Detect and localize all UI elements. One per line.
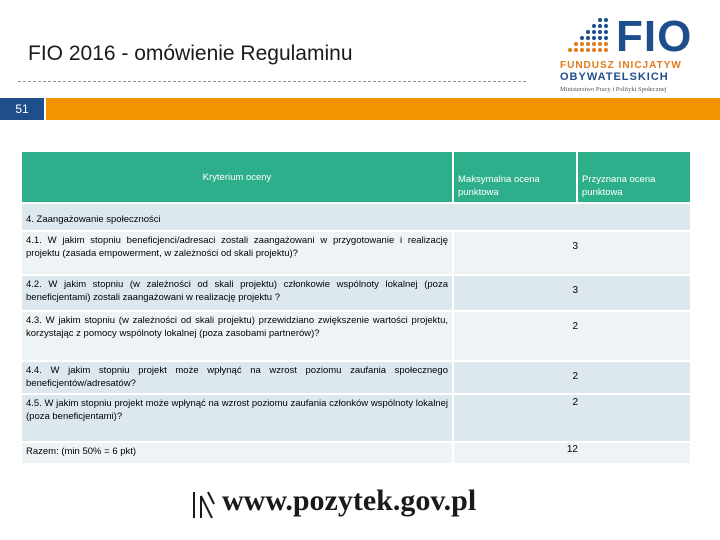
criterion-text: 4.1. W jakim stopniu beneficjenci/adresaci zostali zaangażowani w przygotowanie i realizację projektu (zasada empowerment, w zależności od skali projektu)? bbox=[21, 231, 453, 275]
fio-logo bbox=[556, 10, 706, 96]
footer-url[interactable]: www.pozytek.gov.pl bbox=[222, 484, 477, 517]
logo-line1: FUNDUSZ INICJATYW bbox=[560, 60, 682, 71]
table-row bbox=[21, 361, 691, 394]
total-max-score: 12 bbox=[453, 442, 691, 464]
slide-title: FIO 2016 - omówienie Regulaminu bbox=[28, 42, 353, 65]
max-score: 2 bbox=[453, 311, 691, 361]
max-score: 2 bbox=[453, 394, 691, 442]
accent-bar bbox=[46, 98, 720, 120]
max-score: 3 bbox=[453, 231, 691, 275]
criterion-text: 4.3. W jakim stopniu (w zależności od skali projektu) przewidziano zwiększenie wartości projektu, korzystając z pomocy wspólnoty lokalnej (poza zasobami partnerów)? bbox=[21, 311, 453, 361]
logo-dots-icon bbox=[560, 16, 614, 56]
criterion-text: 4.4. W jakim stopniu projekt może wpłynąć na wzrost poziomu zaufania społecznego beneficjentów/adresatów? bbox=[21, 361, 453, 394]
slide-number: 51 bbox=[0, 98, 44, 120]
section-row bbox=[21, 203, 691, 231]
footer-logo-icon bbox=[190, 490, 216, 520]
criteria-table bbox=[20, 150, 692, 465]
table-row bbox=[21, 394, 691, 442]
logo-brand: FIO bbox=[616, 12, 693, 61]
max-score: 3 bbox=[453, 275, 691, 311]
table-row bbox=[21, 231, 691, 275]
section-title: 4. Zaangażowanie społeczności bbox=[21, 203, 691, 231]
table-row bbox=[21, 275, 691, 311]
criterion-text: 4.2. W jakim stopniu (w zależności od skali projektu) członkowie wspólnoty lokalnej (poza beneficjentami) zostali zaangażowani w realizację projektu ? bbox=[21, 275, 453, 311]
total-label: Razem: (min 50% = 6 pkt) bbox=[21, 442, 453, 464]
title-divider bbox=[18, 81, 526, 82]
max-score: 2 bbox=[453, 361, 691, 394]
logo-ministry: Ministerstwo Pracy i Polityki Społecznej bbox=[560, 86, 667, 93]
header-awarded-score: Przyznana ocena punktowa bbox=[577, 151, 691, 203]
total-row bbox=[21, 442, 691, 464]
logo-line2: OBYWATELSKICH bbox=[560, 71, 669, 83]
criterion-text: 4.5. W jakim stopniu projekt może wpłynąć na wzrost poziomu zaufania członków wspólnoty lokalnej (poza beneficjentami)? bbox=[21, 394, 453, 442]
table-header-row bbox=[21, 151, 691, 203]
table-row bbox=[21, 311, 691, 361]
header-max-score: Maksymalna ocena punktowa bbox=[453, 151, 577, 203]
header-criterion: Kryterium oceny bbox=[21, 151, 453, 203]
